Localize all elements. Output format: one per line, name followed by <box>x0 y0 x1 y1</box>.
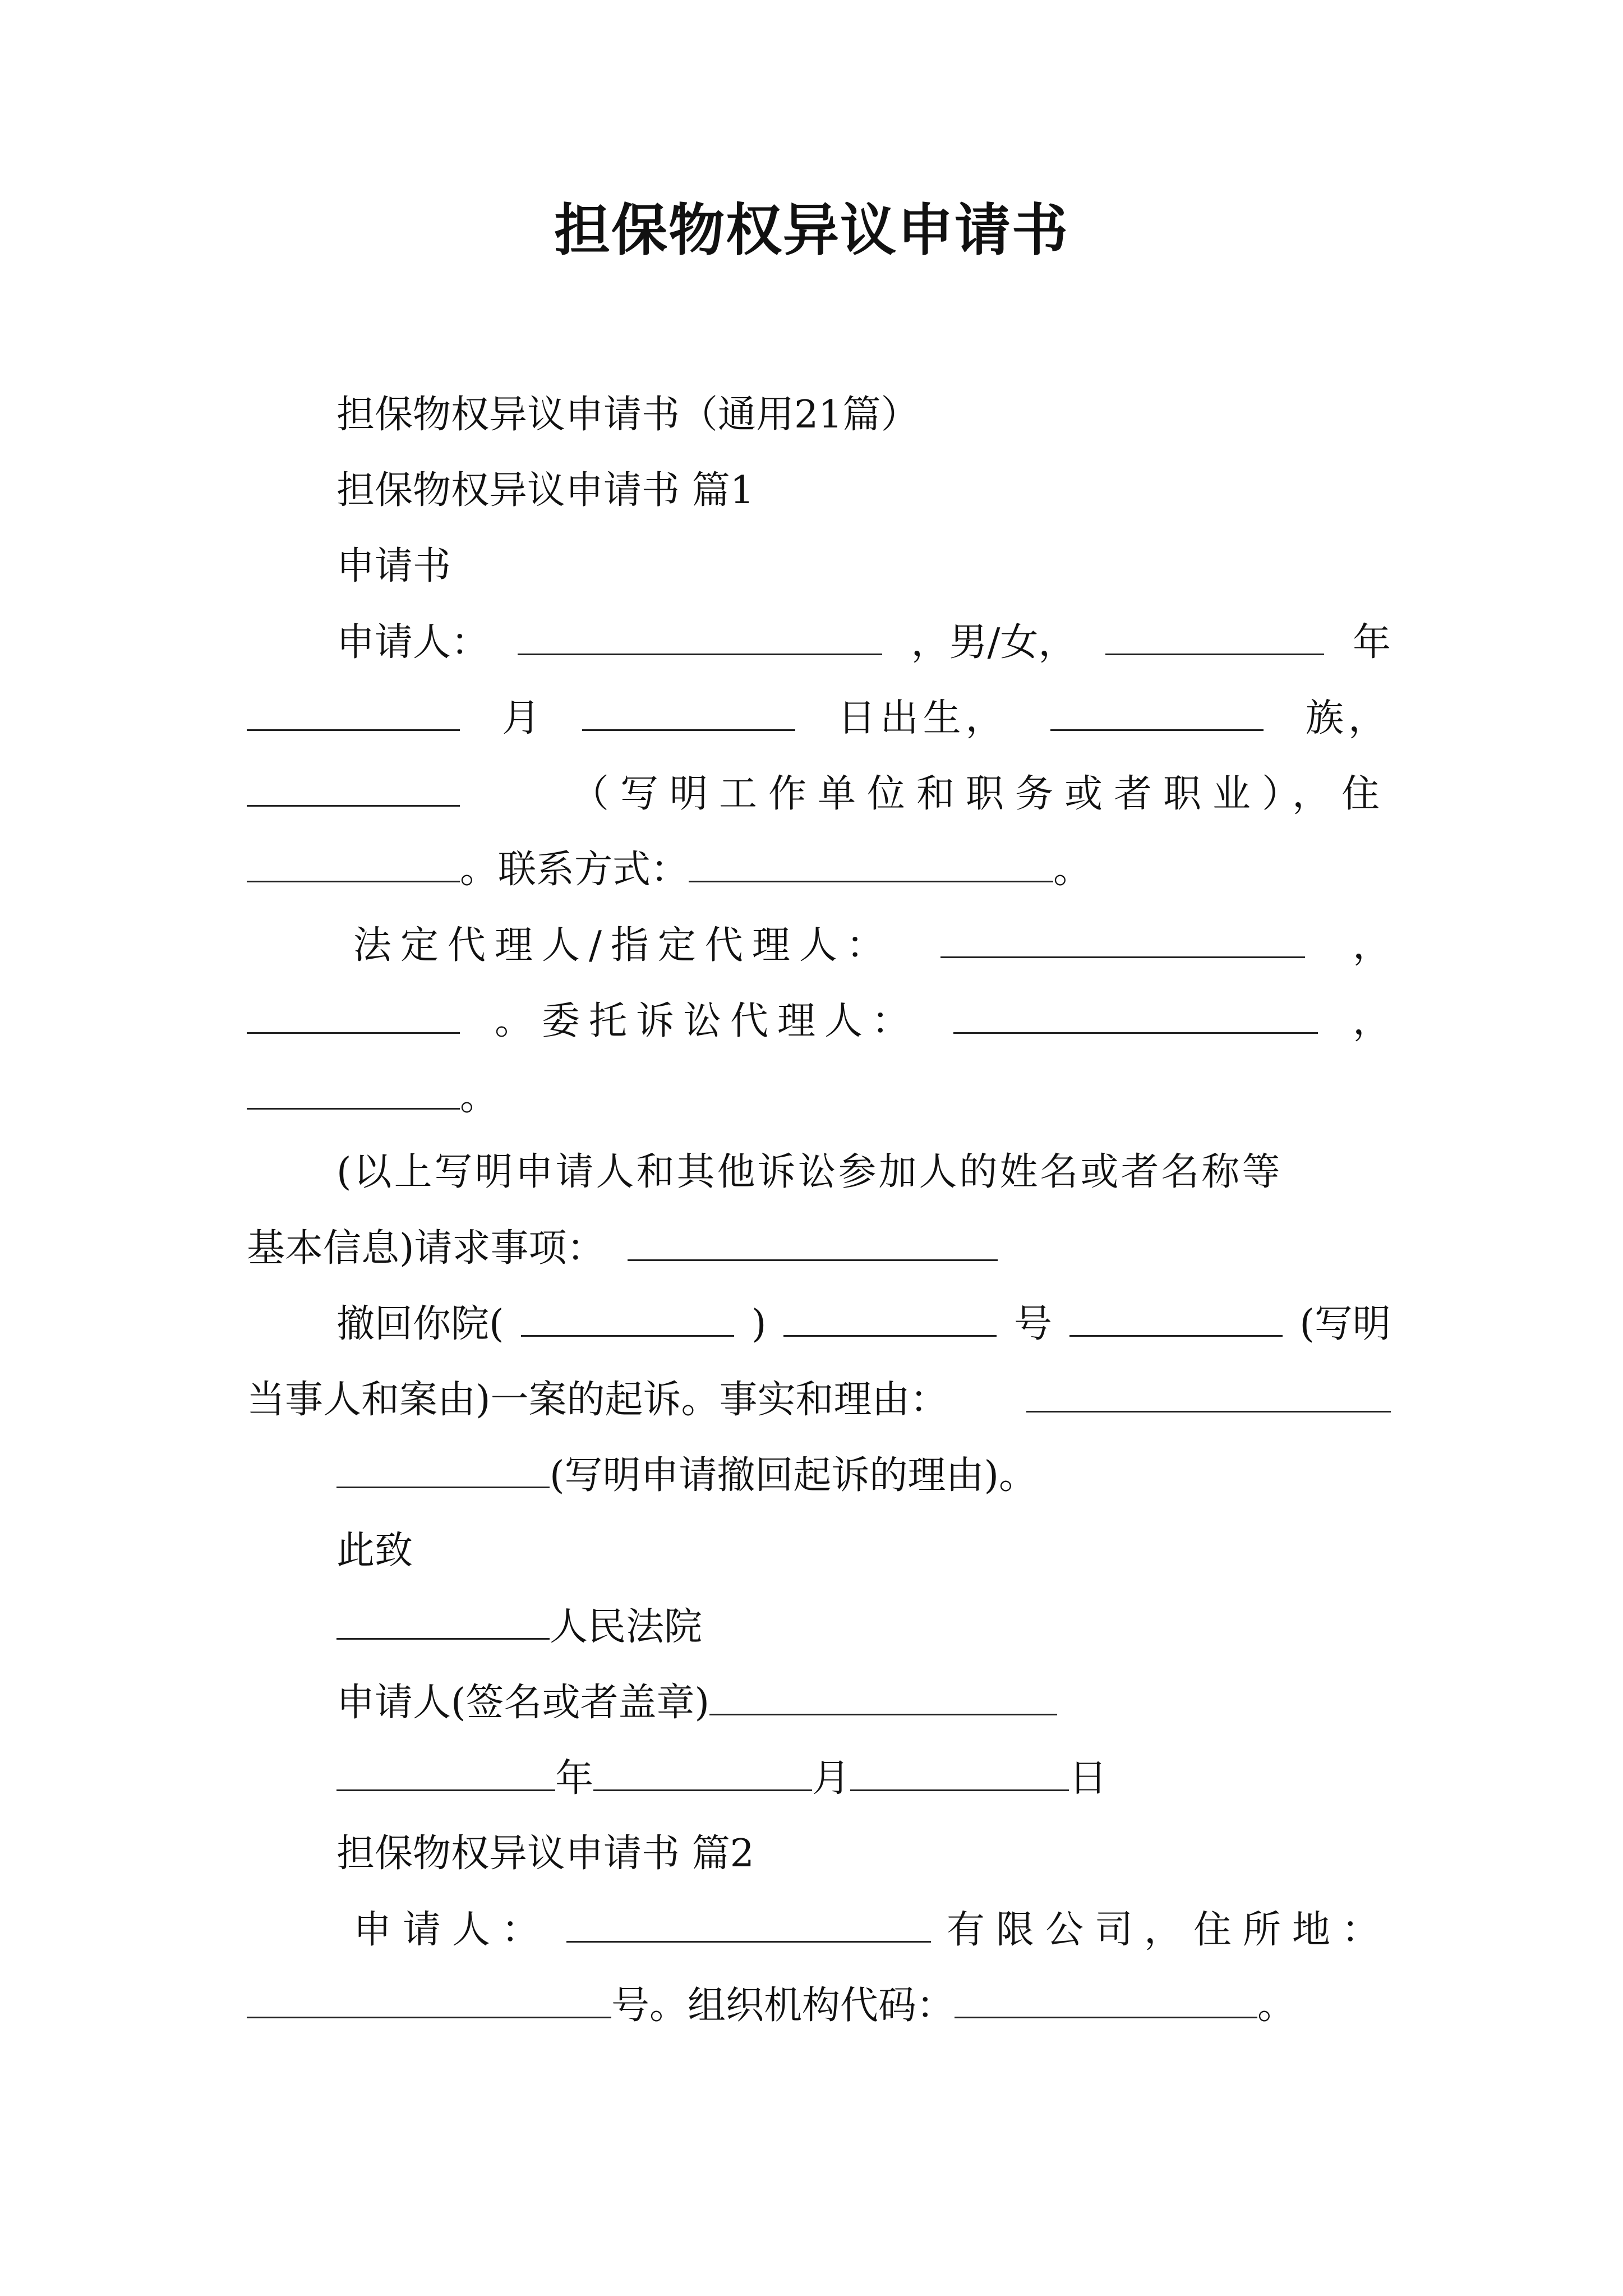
blank-field[interactable] <box>247 766 460 807</box>
blank-field[interactable] <box>940 917 1305 958</box>
blank-field[interactable] <box>783 1296 997 1337</box>
company-line-2 <box>247 1977 1391 2034</box>
blank-field[interactable] <box>521 1296 734 1337</box>
company-applicant-label: 申请人： <box>353 1908 551 1952</box>
section-heading-1: 担保物权异议申请书 篇1 <box>336 468 754 513</box>
hao-text: 号 <box>1013 1302 1052 1346</box>
court-text: 人民法院 <box>550 1605 703 1649</box>
date-line <box>336 1750 1391 1807</box>
blank-field[interactable] <box>1069 1296 1283 1337</box>
blank-field[interactable] <box>336 1599 550 1640</box>
comma-text: ， <box>1352 999 1391 1043</box>
withdraw-case-text: 当事人和案由)一案的起诉。事实和理由： <box>247 1378 948 1422</box>
end-text: 。 <box>1053 848 1092 892</box>
blank-field[interactable] <box>850 1750 1069 1791</box>
day-text: 日 <box>1069 1756 1108 1801</box>
blank-field[interactable] <box>247 841 460 882</box>
blank-field[interactable] <box>953 993 1318 1034</box>
company-suffix: 有限公司，住所地： <box>946 1908 1391 1952</box>
note-line-2 <box>247 1220 1391 1277</box>
applicant-line-2 <box>247 690 1391 747</box>
blank-field[interactable] <box>582 690 795 731</box>
form-name: 申请书 <box>336 544 451 588</box>
paren-close: ) <box>751 1302 767 1346</box>
write-open-text: (写明 <box>1299 1302 1391 1346</box>
gender-text: ，男/女， <box>911 620 1077 665</box>
applicant-line-1 <box>336 614 1391 671</box>
court-line <box>336 1599 1391 1655</box>
blank-field[interactable] <box>566 1902 931 1943</box>
blank-field[interactable] <box>336 1447 550 1488</box>
withdraw-line-2 <box>247 1372 1391 1428</box>
applicant-line-4 <box>247 841 1391 898</box>
company-line-1 <box>353 1902 1391 1958</box>
ethnic-text: 族， <box>1305 696 1391 740</box>
signature-line <box>336 1674 1391 1731</box>
end-text: 。 <box>460 1075 499 1119</box>
blank-field[interactable] <box>1050 690 1264 731</box>
request-label: 基本信息)请求事项： <box>247 1226 605 1271</box>
blank-field[interactable] <box>247 1069 460 1110</box>
agent-line-2 <box>247 993 1391 1050</box>
work-text: （写明工作单位和职务或者职业），住 <box>570 772 1391 816</box>
birth-text: 日出生， <box>837 696 1008 740</box>
subtitle: 担保物权异议申请书（通用21篇） <box>336 393 919 437</box>
org-code-label: 号。组织机构代码： <box>611 1984 955 2028</box>
blank-field[interactable] <box>593 1750 812 1791</box>
contact-text: 。联系方式： <box>460 848 689 892</box>
salutation: 此致 <box>336 1529 413 1573</box>
sign-label: 申请人(签名或者盖章) <box>336 1681 710 1725</box>
month-text: 月 <box>502 696 541 740</box>
withdraw-prefix: 撤回你院( <box>336 1302 504 1346</box>
blank-field[interactable] <box>336 1750 555 1791</box>
legal-agent-label: 法定代理人/指定代理人： <box>353 923 893 968</box>
year-text: 年 <box>555 1756 594 1801</box>
section-heading-2: 担保物权异议申请书 篇2 <box>336 1832 754 1876</box>
blank-field[interactable] <box>247 1977 611 2018</box>
blank-field[interactable] <box>1026 1372 1391 1412</box>
comma-text: ， <box>1352 923 1391 968</box>
end-text: 。 <box>1257 1984 1296 2028</box>
year-text: 年 <box>1352 620 1391 665</box>
note-line-1: (以上写明申请人和其他诉讼参加人的姓名或者名称等 <box>336 1150 1283 1194</box>
entrusted-agent-label: 。委托诉讼代理人： <box>494 999 919 1043</box>
blank-field[interactable] <box>1105 614 1324 655</box>
withdraw-line-1 <box>336 1296 1391 1352</box>
blank-field[interactable] <box>955 1977 1257 2018</box>
blank-field[interactable] <box>247 993 460 1034</box>
withdraw-line-3 <box>336 1447 1391 1504</box>
applicant-line-3 <box>247 766 1391 822</box>
blank-field[interactable] <box>709 1674 1057 1715</box>
month-text: 月 <box>812 1756 851 1801</box>
agent-line-1 <box>353 917 1391 974</box>
document-title: 担保物权异议申请书 <box>554 197 1069 263</box>
blank-field[interactable] <box>628 1220 998 1261</box>
applicant-label: 申请人： <box>336 620 490 665</box>
blank-field[interactable] <box>518 614 882 655</box>
reason-text: (写明申请撤回起诉的理由)。 <box>550 1453 1038 1498</box>
blank-field[interactable] <box>247 690 460 731</box>
agent-line-3 <box>247 1069 1391 1125</box>
blank-field[interactable] <box>689 841 1053 882</box>
